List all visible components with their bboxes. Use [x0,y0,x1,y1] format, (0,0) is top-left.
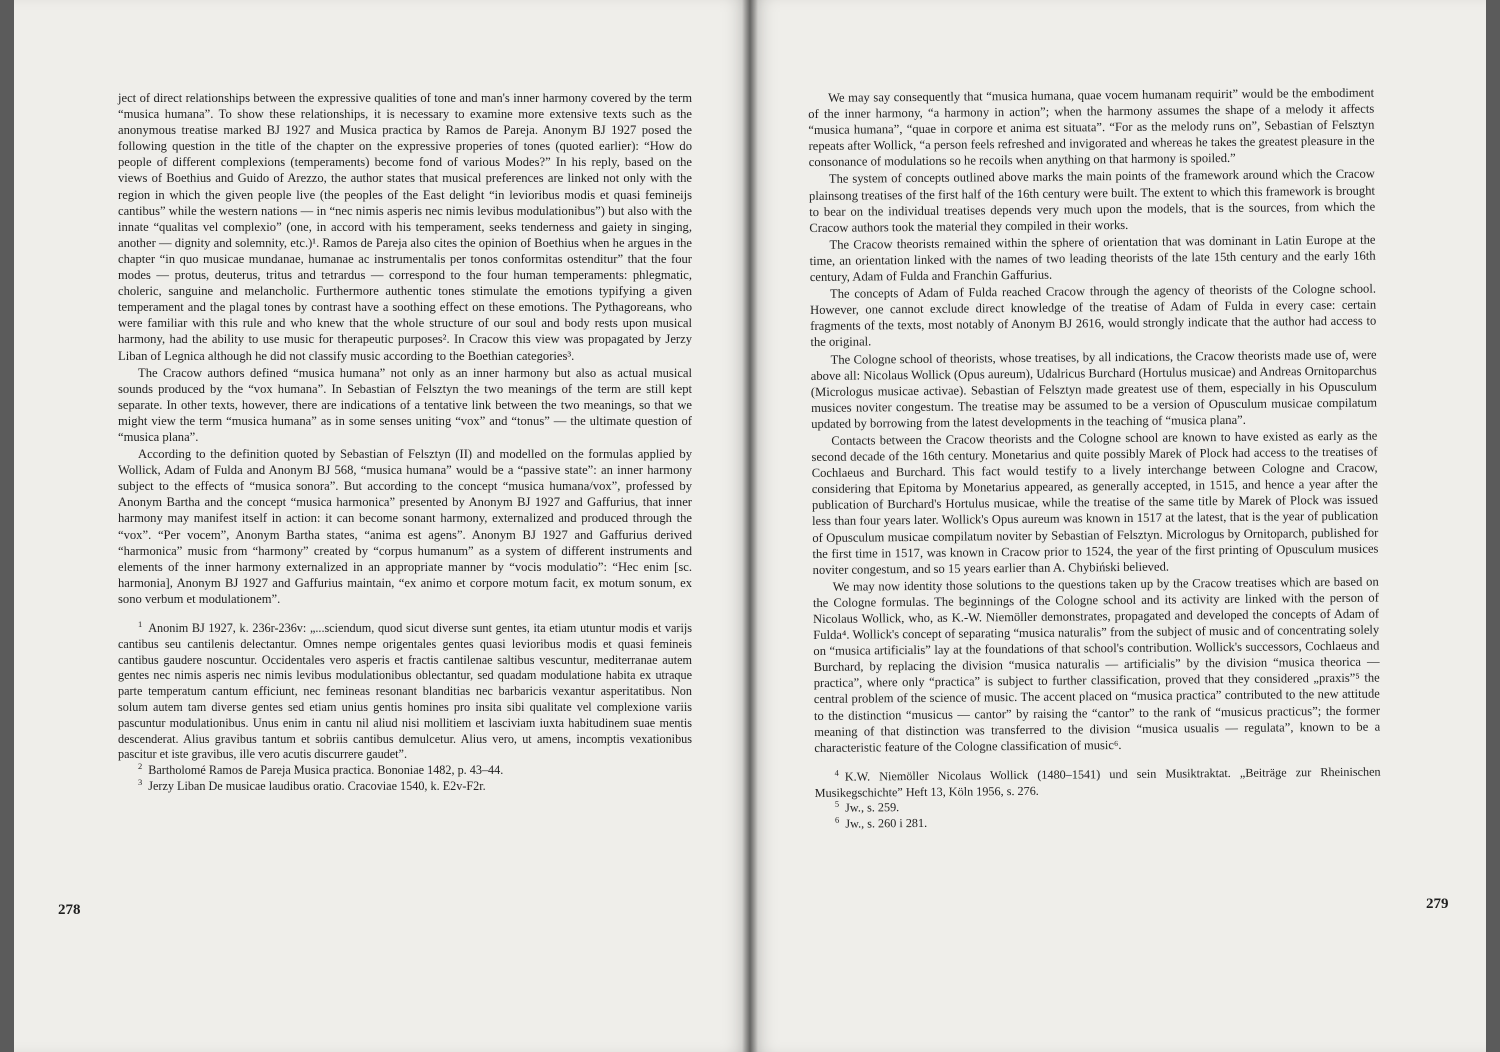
footnote-3-text: Jerzy Liban De musicae laudibus oratio. Cracoviae 1540, k. E2v-F2r. [148,778,486,793]
footnote-2-text: Bartholomé Ramos de Pareja Musica practica. Bononiae 1482, p. 43–44. [148,763,504,778]
right-paragraph-1: We may say consequently that “musica humana, quae vocem humanam requirit” would be the embodiment of the inner harmony, “a harmony in action”; when the harmony assumes the shape of a melody it affects “musica humana”, “quae in corpore et anima est situata”. “For as the melody runs on”, Sebastian of Felsztyn repeats after Wollick, “a person feels refreshed and invigorated and whereas he takes the greatest pleasure in the consonance of modulations so he recoils when anything on that harmony is spoiled.” [808,85,1375,170]
footnote-6-text: Jw., s. 260 i 281. [845,816,928,831]
page-number-left: 278 [58,902,81,918]
left-paragraph-2: The Cracow authors defined “musica humana” not only as an inner harmony but also as actual musical sounds produced by the “vox humana”. In Sebastian of Felsztyn the two meanings of the term are still kept separate. In other texts, however, there are indications of a tentative link between the two meanings, so that we might view the term “musica humana” as in some senses uniting “vox” and “tonus” — the ultimate question of “musica plana”. [118,365,692,444]
right-paragraph-6: Contacts between the Cracow theorists and the Cologne school are known to have existed as early as the second decade of the 16th century. Monetarius and quite possibly Marek of Plock had access to the treatises of Cochlaeus and Burchard. This fact would testify to a lively interchange between Cologne and Cracow, considering that Epitoma by Monetarius appeared, as generally accepted, in 1515, and hence a year after the publication of Burchard's Hortulus musicae, while the treatise of the same title by Marek of Plock was issued less than four years later. Wollick's Opus aureum was known in 1517 at the latest, that is the year of publication of Opusculum musicae compilatum noviter by Sebastian of Felsztyn. Micrologus by Ornitoparch, published for the first time in 1517, was known in Cracow prior to 1524, the year of the first printing of Opusculum musices noviter congestum, and so 15 years earlier than A. Chybiński believed. [811,428,1379,577]
footnote-1 [118,618,692,763]
book-gutter [742,0,758,1052]
right-paragraph-4: The concepts of Adam of Fulda reached Cracow through the agency of theorists of the Cologne school. However, one cannot exclude direct knowledge of the treatise of Adam of Fulda in every case: certain fragments of the texts, most notably of Anonym BJ 2616, would strongly indicate that the author had access to the original. [810,281,1377,350]
footnote-5-number: 5 [834,799,840,810]
right-paragraph-2: The system of concepts outlined above marks the main points of the framework around which the Cracow plainsong treatises of the first half of the 16th century were built. The extent to which this framework is brought to bear on the individual treatises depends very much upon the models, that is the sources, from which the Cracow authors took the material they compiled in their works. [808,167,1376,235]
right-footnotes [815,764,1382,833]
right-paragraph-3: The Cracow theorists remained within the sphere of orientation that was dominant in Latin Europe at the time, an orientation linked with the names of two leading theorists of the late 15th century and the early 16th century, Adam of Fulda and Franchin Gaffurius. [809,232,1376,285]
footnote-3-number: 3 [138,776,143,787]
page-number-right: 279 [1426,896,1449,912]
left-paragraph-1: ject of direct relationships between the expressive qualities of tone and man's inner harmony covered by the term “musica humana”. To show these relationships, it is necessary to examine more extensive texts such as the anonymous treatise marked BJ 1927 and Musica practica by Ramos de Pareja. Anonym BJ 1927 posed the following question in the title of the chapter on the expressive properies of tones (quoted earlier): “How do people of different complexions (temperaments) become fond of various Modes?” In his reply, based on the views of Boethius and Guido of Arezzo, the author states that musical preferences are linked not only with the region in which the given people live (the peoples of the East delight “in levioribus modis et quasi femineijs cantibus” while the western nations — in “nec nimis asperis nec nimis levibus modulationibus”) but also with the innate “qualitas vel complexio” (one, in accord with his temperament, seeks tenderness and gaiety in singing, another — dignity and solemnity, etc.)¹. Ramos de Pareja also cites the opinion of Boethius when he argues in the chapter “in quo musicae mundanae, humanae ac instrumentalis per tonos conformitas ostenditur” that the four modes — protus, deuterus, tritus and tetrardus — correspond to the four human temperaments: phlegmatic, choleric, sanguine and melancholic. Furthermore authentic tones stimulate the emotions typifying a given temperament and the plagal tones by contrast have a soothing effect on these emotions. The Pythagoreans, who were familiar with this rule and who knew that the whole structure of our soul and body rests upon musical harmony, had the ability to use music for therapeutic purposes². In Cracow this view was propagated by Jerzy Liban of Legnica although he did not classify music according to the Boethian categories³. [118,91,692,363]
left-footnotes [118,618,692,795]
footnote-2-number: 2 [138,761,143,772]
footnote-4-text: K.W. Niemöller Nicolaus Wollick (1480–1541) und sein Musiktraktat. „Beiträge zur Rheinischen Musikegschichte” Heft 13, Köln 1956, s. 276. [814,764,1381,800]
footnote-1-text: Anonim BJ 1927, k. 236r-236v: „...sciendum, quod sicut diverse sunt gentes, ita etiam utuntur modis et varijs cantibus seu cantilenis delectantur. Omnes nempe origentales gentes quasi levioribus modis et quasi femineis cantibus gaudere noscuntur. Occidentales vero asperis et fractis cantilenae saltibus vescuntur, mediterranae autem gentes nec nimis asperis nec nimis levibus modulationibus oblectantur, sed quadam modulatione habita ex utraque parte temperatum cantum efficiunt, nec femineas resonant blanditias nec barbaricis vexantur asperitatibus. Non solum autem tam diverse gentes sed etiam unius gentis homines pro insita sibi qualitate vel complexione variis pascuntur modulationibus. Unus enim in cantu nil aliud nisi mollitiem et lasciviam iuxta habitudinem suae mentis descenderat. Alius gravibus tantum et sobriis cantibus demulcetur. Alius vero, ut amens, incomptis vexationibus pascitur et iste gravibus, ille vero acutis discurrere gaudet”. [118,621,692,762]
footnote-5-text: Jw., s. 259. [845,800,900,816]
left-text-column [118,90,692,795]
left-page [14,0,750,1052]
footnote-6-number: 6 [834,814,840,825]
footnote-1-number: 1 [138,618,143,629]
footnote-2 [118,763,692,779]
right-text-column [808,85,1381,833]
footnote-3 [118,776,692,795]
right-paragraph-5: The Cologne school of theorists, whose treatises, by all indications, the Cracow theorists made use of, were above all: Nicolaus Wollick (Opus aureum), Udalricus Burchard (Hortulus musicae) and Andreas Ornitoparchus (Micrologus musicae activae). Sebastian of Felsztyn made greatest use of them, especially in his Opusculum musices noviter congestum. The treatise may be assumed to be a version of Opusculum musicae compilatum updated by borrowing from the latest developments in the teaching of “musica plana”. [810,347,1378,431]
right-page [750,0,1486,1052]
footnote-4-number: 4 [834,767,839,778]
left-paragraph-3: According to the definition quoted by Sebastian of Felsztyn (II) and modelled on the formulas applied by Wollick, Adam of Fulda and Anonym BJ 568, “musica humana” would be a “passive state”: an inner harmony subject to the effects of “musica sonora”. But according to the concept “musica humana/vox”, professed by Anonym Bartha and the concept “musica harmonica” presented by Anonym BJ 1927 and Gaffurius, that inner harmony may manifest itself in action: it can become sonant harmony, externalized and produced through the “vox”. “Per vocem”, Anonym Bartha states, “anima est agens”. Anonym BJ 1927 and Gaffurius derived “harmonica” music from “harmony” created by “corpus humanum” as a system of different instruments and elements of the inner harmony externalized in an appropriate manner by “vocis modulatio”: “Hec enim [sc. harmonia], Anonym BJ 1927 and Gaffurius maintain, “ex animo et corpore motum facit, ex motum sonum, ex sono verbum et modulationem”. [118,447,692,606]
right-paragraph-7: We may now identity those solutions to the questions taken up by the Cracow treatises which are based on the Cologne formulas. The beginnings of the Cologne school and its activity are linked with the person of Nicolaus Wollick, who, as K.-W. Niemöller demonstrates, propagated and developed the concepts of Adam of Fulda⁴. Wollick's concept of separating “musica naturalis” from the subject of music and of concentrating solely on “musica artificialis” lay at the foundations of that school's contribution. Wollick's successors, Cochlaeus and Burchard, by replacing the division “musica naturalis — artificialis” by the division “musica theorica — practica”, where only “practica” is subject to further classification, proved that they considered „praxis”⁵ the central problem of the science of music. The accent placed on “musica practica” contributed to the new attitude to the distinction “musicus — cantor” by raising the “cantor” to the rank of “musicus practicus”; the former meaning of that distinction was transferred to the division “musica usualis — regulata”, known to be a characteristic feature of the Cologne classification of music⁶. [812,574,1381,755]
